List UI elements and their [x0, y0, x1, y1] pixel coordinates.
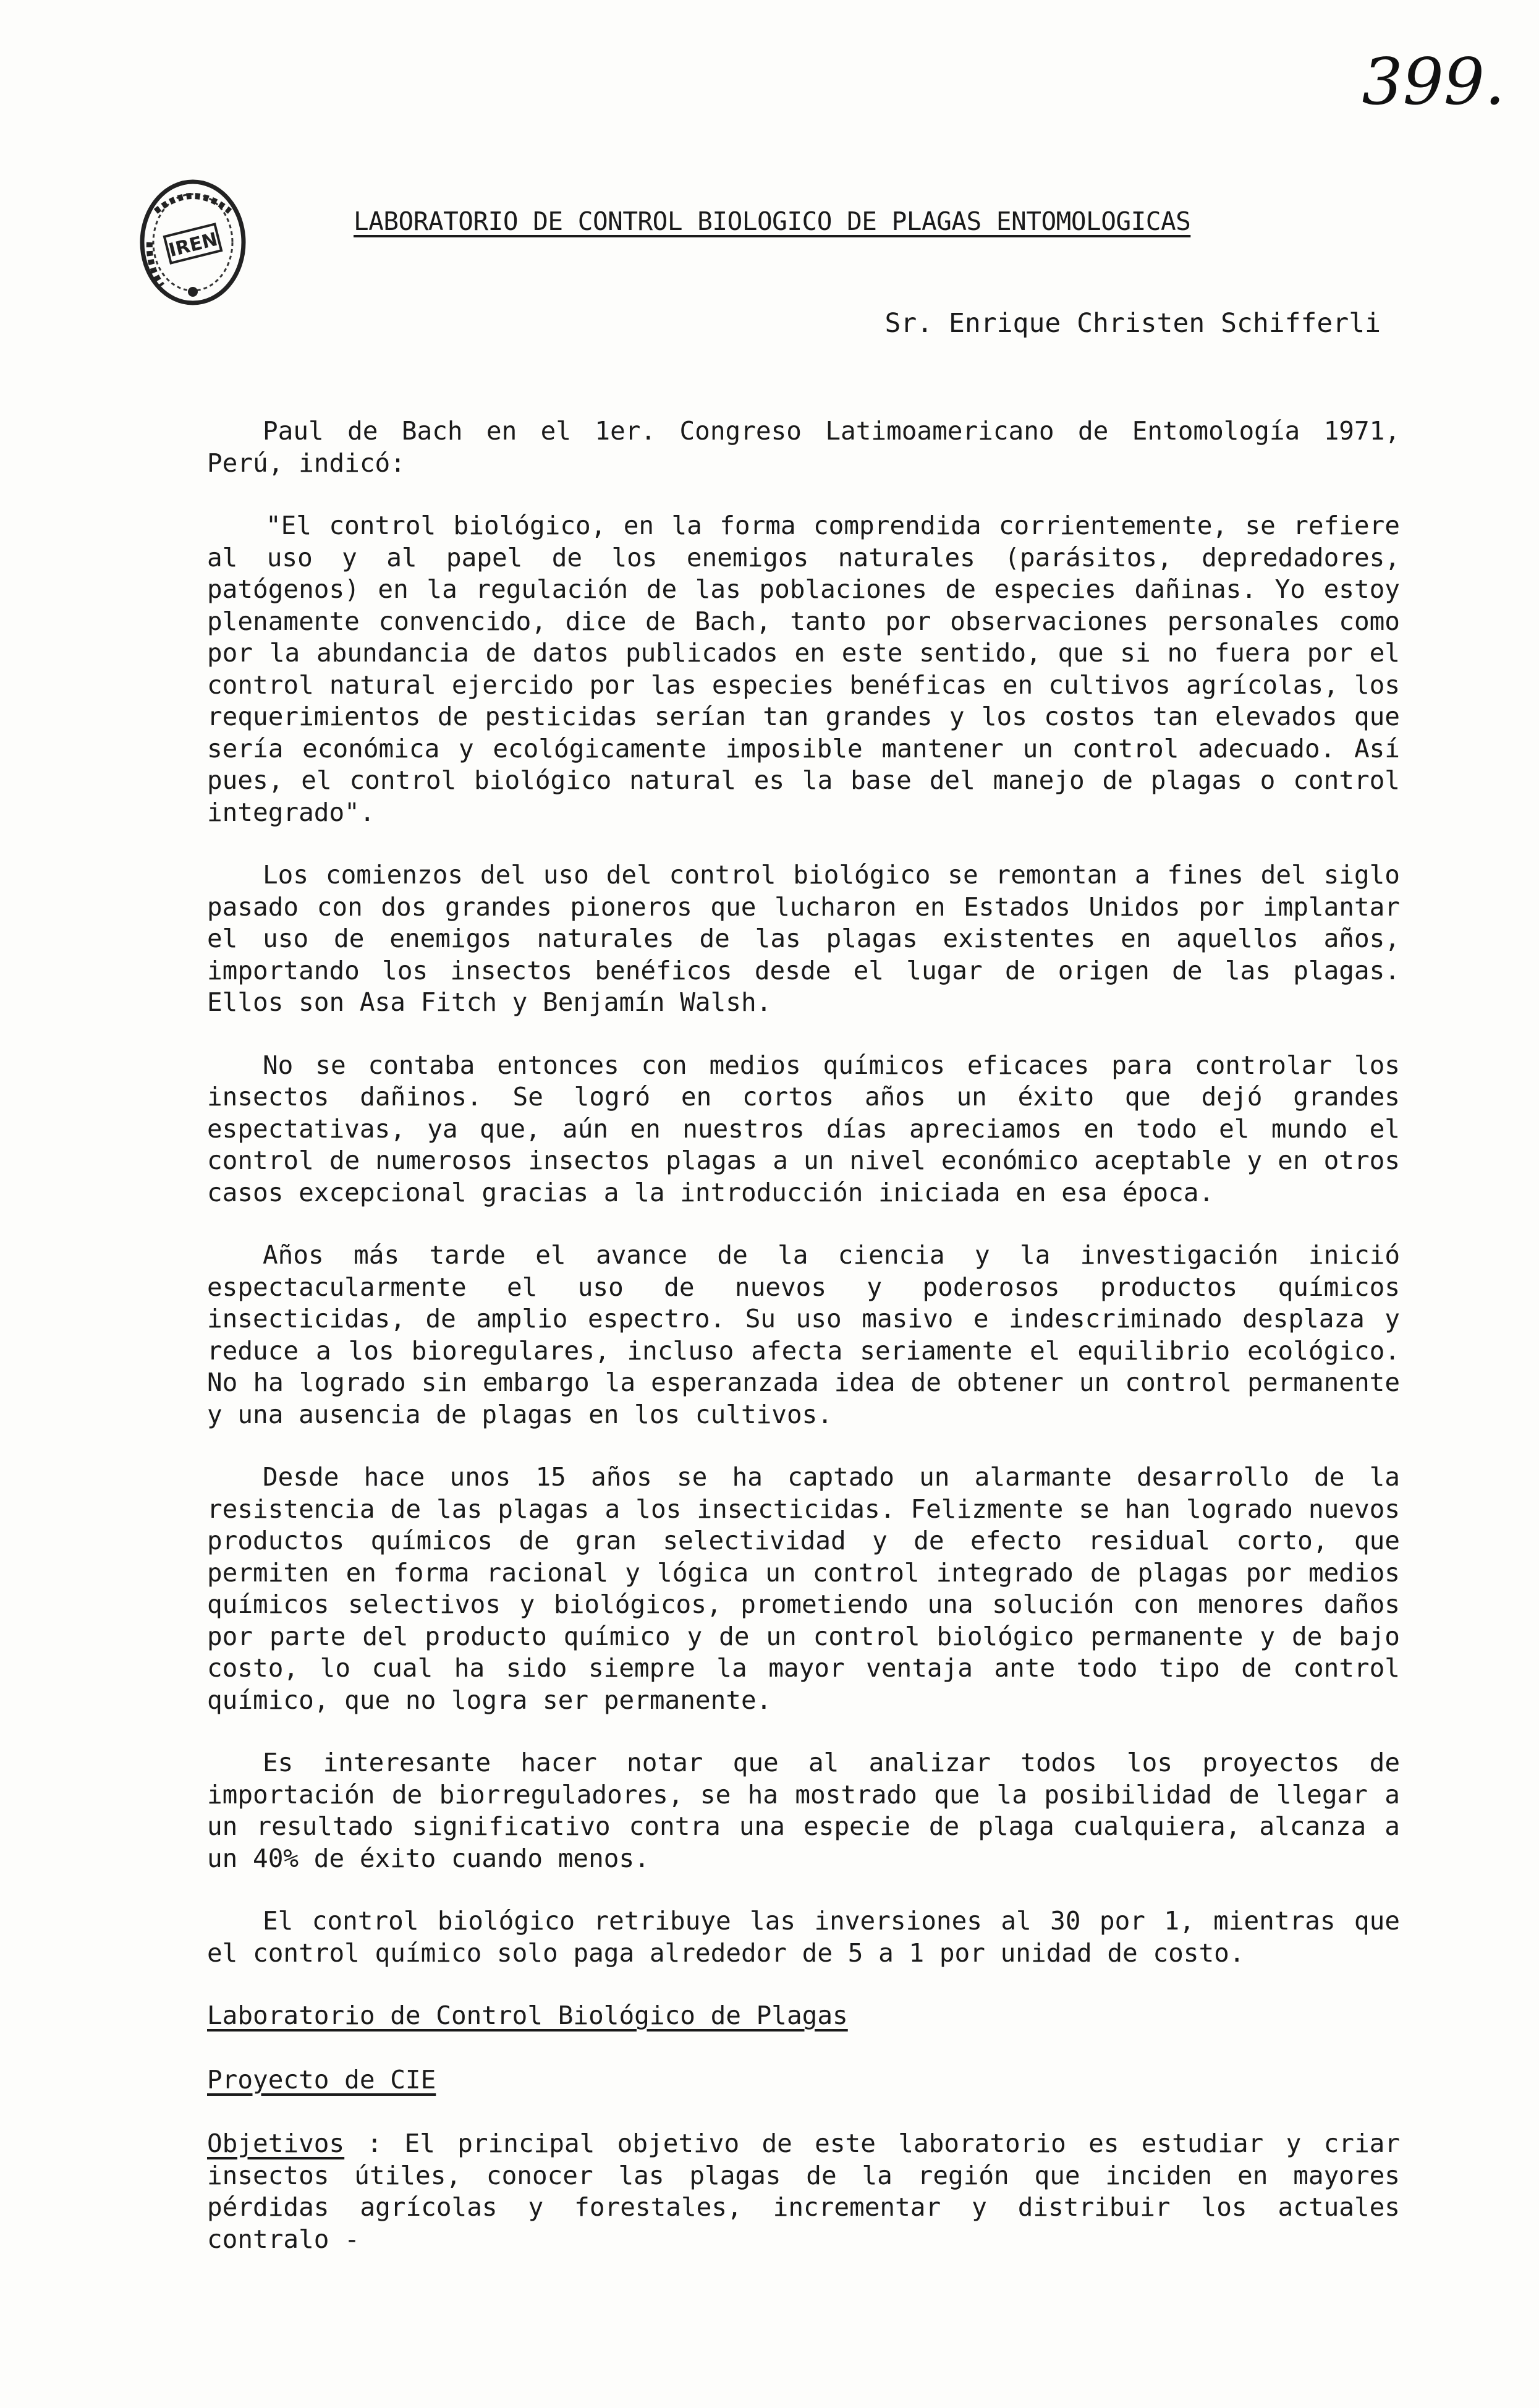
- paragraph-intro: Paul de Bach en el 1er. Congreso Latimoamericano de Entomología 1971, Perú, indicó:: [207, 416, 1400, 478]
- paragraph-importation: Es interesante hacer notar que al analizar todos los proyectos de importación de biorreguladores, se ha mostrado que la posibilidad de llegar a un resultado significativo contra una especie de plaga cualquiera, alcanza a un 40% de éxito cuando menos.: [207, 1748, 1400, 1873]
- paragraph-resistance: Desde hace unos 15 años se ha captado un alarmante desarrollo de la resistencia de las plagas a los insecticidas. Felizmente se han logrado nuevos productos químicos de gran selectividad y de efecto residual corto, que permiten en forma racional y lógica un control integrado de plagas por medios químicos selectivos y biológicos, prometiendo una solución con menores daños por parte del producto químico y de un control biológico permanente y de bajo costo, lo cual ha sido siempre la mayor ventaja ante todo tipo de control químico, que no logra ser permanente.: [207, 1462, 1400, 1715]
- page-number: 399.: [1362, 44, 1505, 119]
- objectives-text: El principal objetivo de este laboratorio es estudiar y criar insectos útiles, conocer las plagas de la región que inciden en mayores pérdidas agrícolas y forestales, incrementar y distribuir los actuales contralo -: [207, 2129, 1400, 2254]
- objectives-separator: :: [344, 2129, 405, 2158]
- document-body: [207, 415, 1400, 2255]
- document-title: LABORATORIO DE CONTROL BIOLOGICO DE PLAGAS ENTOMOLOGICAS: [354, 206, 1191, 236]
- objectives-paragraph: [207, 2128, 1400, 2255]
- institution-stamp-icon: [131, 168, 255, 317]
- author-name: Sr. Enrique Christen Schifferli: [884, 308, 1381, 339]
- stamp-text: IREN: [166, 228, 220, 262]
- project-heading: Proyecto de CIE: [207, 2064, 436, 2095]
- paragraph-history: Los comienzos del uso del control biológico se remontan a fines del siglo pasado con dos grandes pioneros que lucharon en Estados Unidos por implantar el uso de enemigos naturales de las plagas existentes en aquellos años, importando los insectos benéficos desde el lugar de origen de las plagas. Ellos son Asa Fitch y Benjamín Walsh.: [207, 860, 1400, 1017]
- section-heading: Laboratorio de Control Biológico de Plagas: [207, 2001, 848, 2030]
- objectives-label: Objetivos: [207, 2129, 345, 2158]
- paragraph-early-success: No se contaba entonces con medios químicos eficaces para controlar los insectos dañinos. Se logró en cortos años un éxito que dejó grandes espectativas, ya que, aún en nuestros días apreciamos en todo el mundo el control de numerosos insectos plagas a un nivel económico aceptable y en otros casos excepcional gracias a la introducción iniciada en esa época.: [207, 1050, 1400, 1207]
- paragraph-chemical-era: Años más tarde el avance de la ciencia y la investigación inició espectacularmente el uso de nuevos y poderosos productos químicos insecticidas, de amplio espectro. Su uso masivo e indescriminado desplaza y reduce a los bioregulares, incluso afecta seriamente el equilibrio ecológico. No ha logrado sin embargo la esperanzada idea de obtener un control permanente y una ausencia de plagas en los cultivos.: [207, 1240, 1400, 1429]
- paragraph-returns: El control biológico retribuye las inversiones al 30 por 1, mientras que el control químico solo paga alrededor de 5 a 1 por unidad de costo.: [207, 1906, 1400, 1968]
- paragraph-quote: "El control biológico, en la forma comprendida corrientemente, se refiere al uso y al papel de los enemigos naturales (parásitos, depredadores, patógenos) en la regulación de las poblaciones de especies dañinas. Yo estoy plenamente convencido, dice de Bach, tanto por observaciones personales como por la abundancia de datos publicados en este sentido, que si no fuera por el control natural ejercido por las especies benéficas en cultivos agrícolas, los requerimientos de pesticidas serían tan grandes y los costos tan elevados que sería económica y ecológicamente imposible mantener un control adecuado. Así pues, el control biológico natural es la base del manejo de plagas o control integrado".: [207, 511, 1400, 827]
